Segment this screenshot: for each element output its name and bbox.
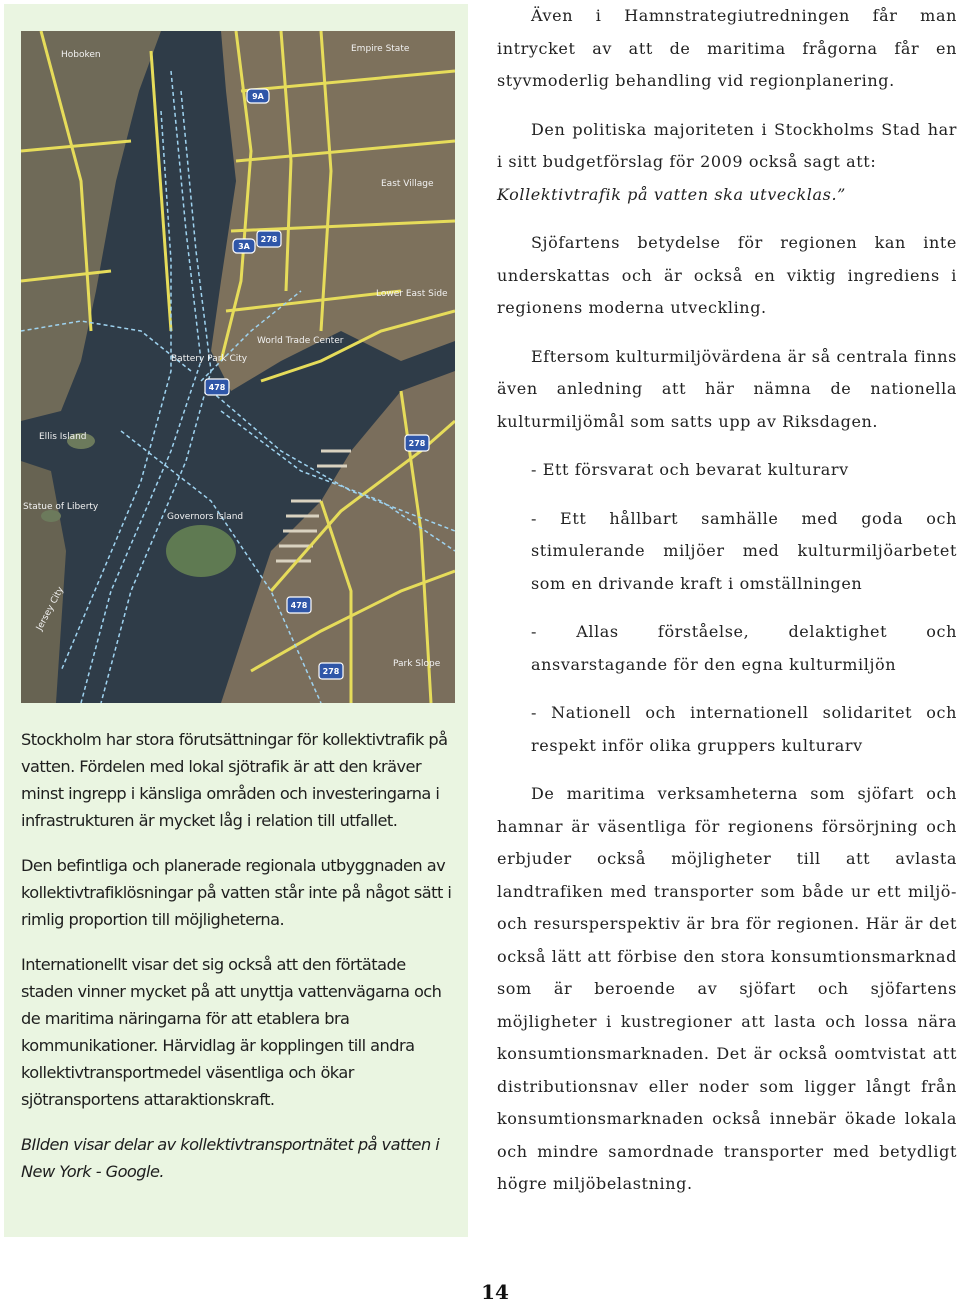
map-label-world-trade-center: World Trade Center xyxy=(257,336,344,346)
map-shield-9a xyxy=(247,89,269,103)
goal-list-item: - Ett försvarat och bevarat kulturarv xyxy=(531,460,849,479)
map-shield-278-bottom xyxy=(319,663,343,679)
goal-list-item: - Nationell och internationell solidaritet och respekt inför olika gruppers kulturarv xyxy=(531,703,957,755)
sidebar-paragraph: Den befintliga och planerade regionala utbyggnaden av kollektivtrafiklösningar på vatten står inte på något sätt i rimlig proportion till möjligheterna. xyxy=(21,856,452,929)
svg-text:278: 278 xyxy=(260,235,278,244)
goal-list-item: - Ett hållbart samhälle med goda och stimulerande miljöer med kulturmiljöarbetet som en drivande kraft i omställningen xyxy=(531,508,957,593)
page-number: 14 xyxy=(481,1280,509,1304)
map-shield-478-bottom xyxy=(287,597,311,613)
map-shield-278-middle xyxy=(405,435,429,451)
svg-text:478: 478 xyxy=(208,383,226,392)
body-paragraph: Även i Hamnstrategiutredningen får man intrycket av att de maritima frågorna får en styvmoderlig behandling vid regionplanering. xyxy=(497,6,957,90)
map-label-statue-of-liberty: Statue of Liberty xyxy=(23,502,99,512)
main-column xyxy=(497,0,957,1217)
goal-list-item: - Allas förståelse, delaktighet och ansvarstagande för den egna kulturmiljön xyxy=(531,622,957,674)
map-label-park-slope: Park Slope xyxy=(393,659,441,669)
sidebar-panel xyxy=(4,4,468,1237)
svg-text:478: 478 xyxy=(290,601,308,610)
map-label-hoboken: Hoboken xyxy=(61,50,101,60)
map-shield-3a xyxy=(233,239,255,253)
body-paragraph: De maritima verksamheterna som sjöfart och hamnar är väsentliga för regionens försörjning och erbjuder också möjligheter till att avlasta landtrafiken med transporter som både ur ett miljö- och resursperspektiv är bra för regionen. Här är det också lätt att förbise den stora konsumtionsmarknad som är beroende av sjöfart och sjöfartens möjligheter i kustregioner att lasta och lossa nära konsumtionsmarknaden. Det är också oomtvistat att distributionsnav eller noder som ligger långt från konsumtionsmarknaden också innebär ökade lokala och mindre samordnade transporter med betydligt högre miljöbelastning. xyxy=(497,784,957,1193)
map-label-ellis-island: Ellis Island xyxy=(39,432,87,442)
svg-text:3A: 3A xyxy=(238,242,250,251)
svg-text:278: 278 xyxy=(322,667,340,676)
map-land-governors-island xyxy=(166,525,236,577)
map-shield-278-top xyxy=(257,231,281,247)
body-paragraph: Den politiska majoriteten i Stockholms Stad har i sitt budgetförslag för 2009 också sagt att: xyxy=(497,119,957,171)
body-paragraph: Sjöfartens betydelse för regionen kan inte underskattas och är också en viktig ingrediens i regionens moderna utveckling. xyxy=(497,233,957,317)
map-shield-478 xyxy=(205,379,229,395)
map-caption: BIlden visar delar av kollektivtransportnätet på vatten i New York - Google. xyxy=(21,1135,440,1181)
sidebar-paragraph: Internationellt visar det sig också att den förtätade staden vinner mycket på att unyttja vattenvägarna och de maritima näringarna för att etablera bra kommunikationer. Härvidlag är kopplingen till andra kollektivtransportmedel väsentliga och ökar sjötransportens attaraktionskraft. xyxy=(21,955,442,1109)
svg-text:9A: 9A xyxy=(252,92,264,101)
svg-text:278: 278 xyxy=(408,439,426,448)
map-label-jersey-city: Jersey City xyxy=(34,585,67,633)
map-label-lower-east-side: Lower East Side xyxy=(376,289,448,299)
map-graphic xyxy=(21,31,455,703)
sidebar-paragraph: Stockholm har stora förutsättningar för kollektivtrafik på vatten. Fördelen med lokal sjötrafik är att den kräver minst ingrepp i känsliga områden och investeringarna i infrastrukturen är mycket låg i relation till utfallet. xyxy=(21,730,448,830)
map-label-battery-park-city: Battery Park City xyxy=(171,354,248,364)
body-paragraph: Eftersom kulturmiljövärdena är så centrala finns även anledning att här nämna de nationella kulturmiljömål som satts upp av Riksdagen. xyxy=(497,346,957,431)
sidebar-text xyxy=(21,726,461,1203)
map-label-governors-island: Governors Island xyxy=(167,512,244,522)
map-label-east-village: East Village xyxy=(381,179,434,189)
map-label-empire-state: Empire State xyxy=(351,44,410,54)
quote-text: Kollektivtrafik på vatten ska utvecklas.” xyxy=(497,184,846,204)
new-york-ferry-map xyxy=(21,31,455,703)
